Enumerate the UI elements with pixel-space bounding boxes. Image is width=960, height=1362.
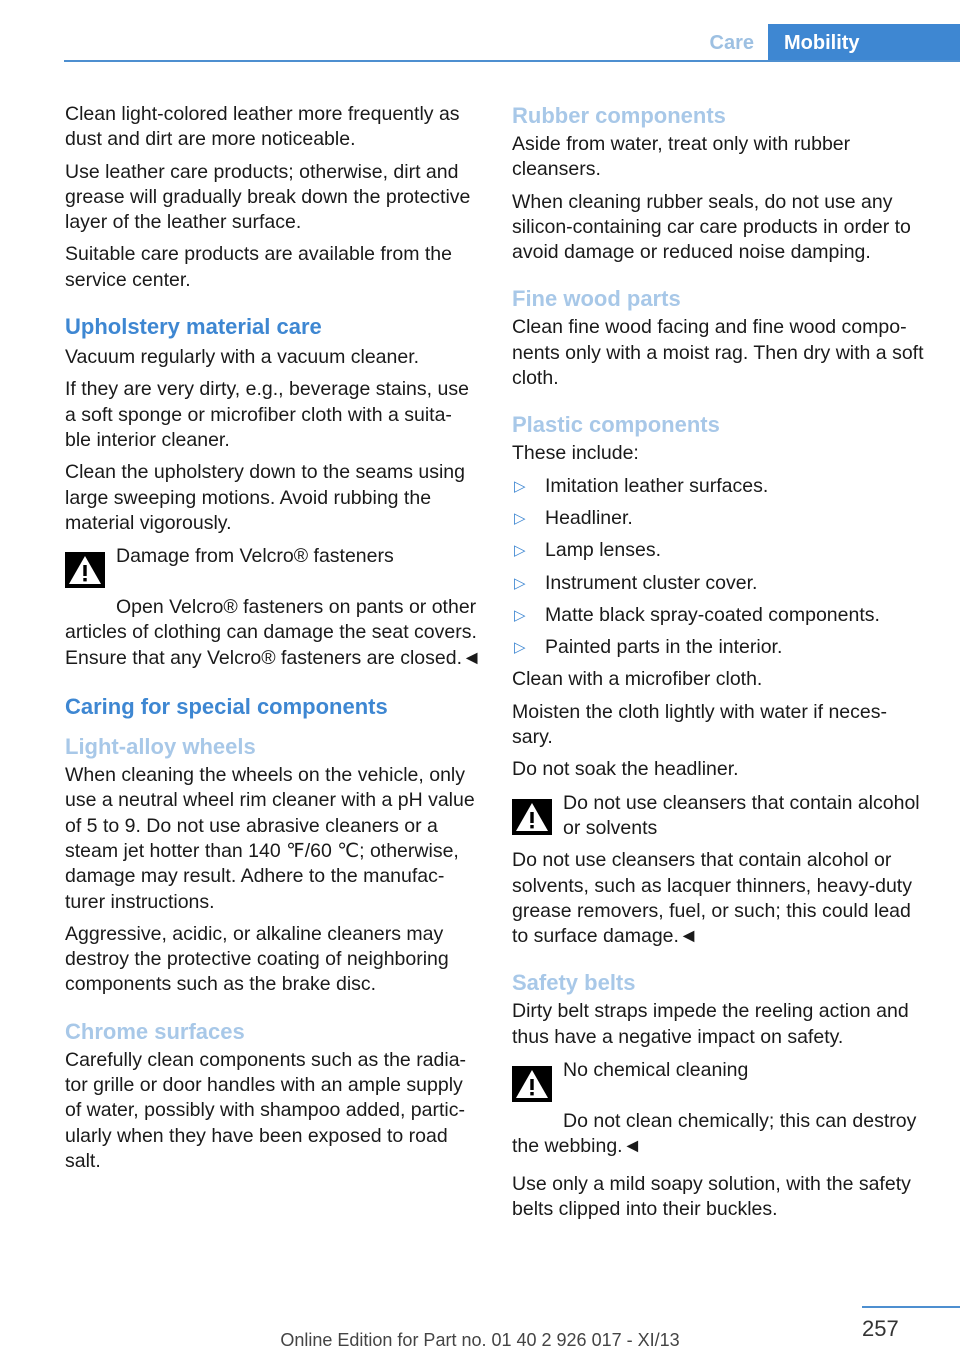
warning-icon [512,799,552,835]
warning-title: Do not use cleansers that contain alcohol or solvents [563,791,920,839]
heading-chrome: Chrome surfaces [65,1018,245,1044]
header-rule [64,60,960,62]
paragraph: Carefully clean components such as the radia‐ tor grille or door handles with an ample supply of water, possibly with shampoo added, partic‐ ularly when they have been exposed to road salt. [65,1048,467,1172]
list-item: ▷ Matte black spray-coated components. [512,603,932,628]
warning-icon [512,1066,552,1102]
paragraph: Aggressive, acidic, or alkaline cleaners may destroy the protective coating of neighboring components such as the brake disc. [65,922,449,996]
paragraph: Clean fine wood facing and fine wood compo‐ nents only with a moist rag. Then dry with a soft cloth. [512,316,924,390]
paragraph: Do not soak the headliner. [512,758,739,781]
paragraph: These include: [512,442,639,465]
warning-title: Damage from Velcro® fasteners [116,545,394,568]
list-item: ▷ Headliner. [512,506,932,531]
heading-safety-belts: Safety belts [512,970,636,996]
paragraph: Vacuum regularly with a vacuum cleaner. [65,346,420,369]
heading-upholstery: Upholstery material care [65,314,322,340]
footer-rule [862,1306,960,1308]
bullet-triangle-icon: ▷ [514,477,526,495]
heading-alloy-wheels: Light-alloy wheels [65,734,256,760]
paragraph: Aside from water, treat only with rubber cleansers. [512,133,851,181]
paragraph: Suitable care products are available from the service center. [65,243,452,291]
warning-body [65,595,483,671]
paragraph: Dirty belt straps impede the reeling action and thus have a negative impact on safety. [512,1000,909,1048]
warning-body-text: Open Velcro® fasteners on pants or other articles of clothing can damage the seat covers. Ensure that any Velcro® fasteners are closed.◄ [65,596,482,669]
paragraph: Clean with a microfiber cloth. [512,668,763,691]
plastic-list [512,474,932,661]
warning-body: Do not use cleansers that contain alcohol or solvents, such as lacquer thinners, heavy-duty grease removers, fuel, or such; this could lead to surface damage.◄ [512,849,912,948]
page-number: 257 [862,1316,899,1341]
list-item: ▷ Lamp lenses. [512,538,932,563]
paragraph: If they are very dirty, e.g., beverage stains, use a soft sponge or microfiber cloth with a suita‐ ble interior cleaner. [65,378,469,451]
paragraph: Clean light-colored leather more frequently as dust and dirt are more noticeable. [65,103,460,151]
list-item: ▷ Instrument cluster cover. [512,571,932,596]
warning-chemical [512,1058,932,1160]
warning-body [512,1109,932,1160]
bullet-triangle-icon: ▷ [514,639,526,657]
warning-velcro [65,544,483,671]
heading-rubber: Rubber components [512,103,726,128]
bullet-triangle-icon: ▷ [514,509,526,527]
bullet-triangle-icon: ▷ [514,606,526,624]
heading-special-components: Caring for special components [65,694,388,720]
list-item: ▷ Painted parts in the interior. [512,635,932,660]
tab-care[interactable]: Care [696,24,768,62]
edition-footer: Online Edition for Part no. 01 40 2 926 017 - XI/13 [280,1330,680,1350]
paragraph: When cleaning the wheels on the vehicle, only use a neutral wheel rim cleaner with a pH value of 5 to 9. Do not use abrasive cleaners or a steam jet hotter than 140 ℉/60 ℃; otherwise, damage may result. Adhere to the manufac‐ turer instructions. [65,764,475,913]
list-item: ▷ Imitation leather surfaces. [512,474,932,499]
paragraph: Clean the upholstery down to the seams using large sweeping motions. Avoid rubbing the material vigorously. [65,461,465,534]
paragraph: Use only a mild soapy solution, with the safety belts clipped into their buckles. [512,1172,911,1220]
left-column [65,102,483,1181]
warning-alcohol [512,791,932,950]
warning-title: No chemical cleaning [563,1059,749,1082]
warning-icon [65,552,105,588]
tab-mobility[interactable]: Mobility [768,24,960,62]
right-column [512,102,932,1229]
heading-plastic: Plastic components [512,412,720,438]
bullet-triangle-icon: ▷ [514,542,526,560]
paragraph: Moisten the cloth lightly with water if neces‐ sary. [512,700,887,749]
bullet-triangle-icon: ▷ [514,574,526,592]
paragraph: When cleaning rubber seals, do not use any silicon-containing car care products in order to avoid damage or reduced noise damping. [512,190,911,264]
warning-body-text: Do not clean chemically; this can destroy the webbing.◄ [512,1110,917,1158]
page-header [696,24,960,62]
paragraph: Use leather care products; otherwise, dirt and grease will gradually break down the protective layer of the leather surface. [65,160,471,234]
heading-wood: Fine wood parts [512,286,681,312]
